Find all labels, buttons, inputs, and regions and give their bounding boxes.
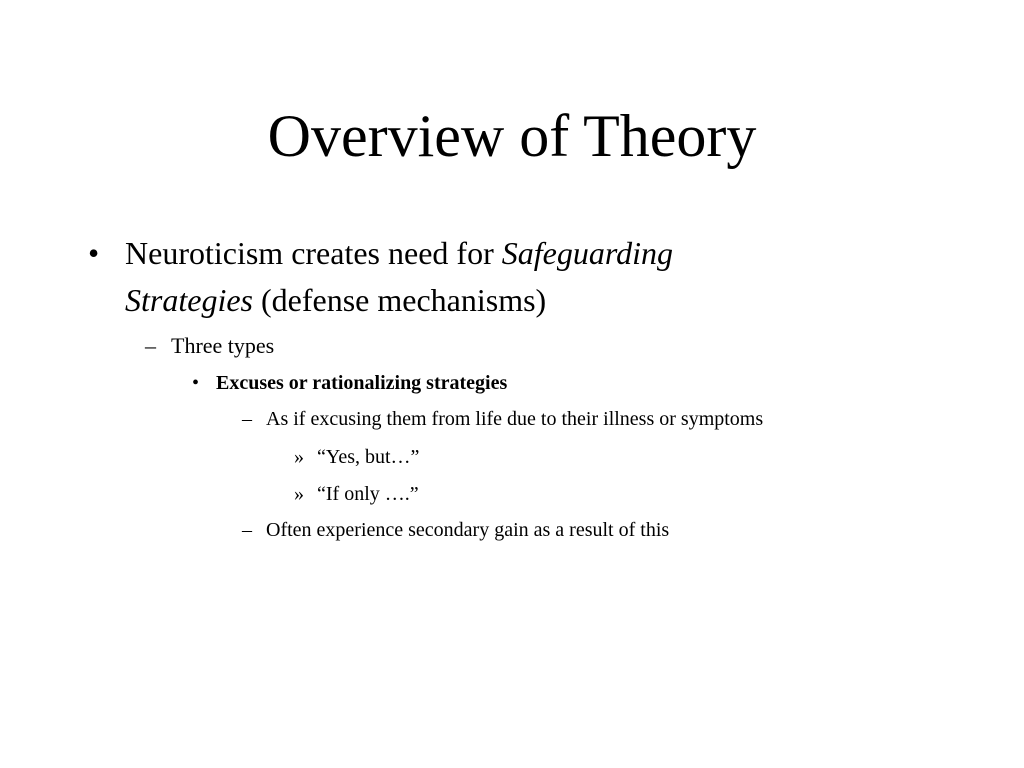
slide-title: Overview of Theory — [267, 103, 757, 169]
level4-marker: – — [242, 408, 252, 430]
bullet-line-1 — [125, 230, 673, 276]
bullet-emphasis: Safeguarding — [501, 235, 673, 271]
bullet-emphasis-continued: Strategies — [125, 282, 253, 318]
bullet-text: Neuroticism creates need for — [125, 235, 502, 271]
level5-quote-yes-but: “Yes, but…” — [317, 446, 420, 468]
level5-marker: » — [294, 483, 304, 505]
sub-bullet-three-types: Three types — [171, 333, 275, 358]
sub-bullet-marker: – — [145, 333, 156, 358]
sub-sub-bullet-marker: • — [192, 372, 200, 394]
sub-sub-bullet-excuses: Excuses or rationalizing strategies — [216, 372, 508, 394]
level5-marker: » — [294, 446, 304, 468]
level4-item-secondary-gain: Often experience secondary gain as a result of this — [266, 519, 670, 541]
bullet-marker: • — [88, 235, 100, 271]
level4-marker: – — [242, 519, 252, 541]
bullet-text-continued: (defense mechanisms) — [252, 282, 547, 318]
level5-quote-if-only: “If only ….” — [317, 483, 419, 505]
level4-item-excusing: As if excusing them from life due to their illness or symptoms — [266, 408, 764, 430]
bullet-line-2 — [125, 277, 546, 323]
